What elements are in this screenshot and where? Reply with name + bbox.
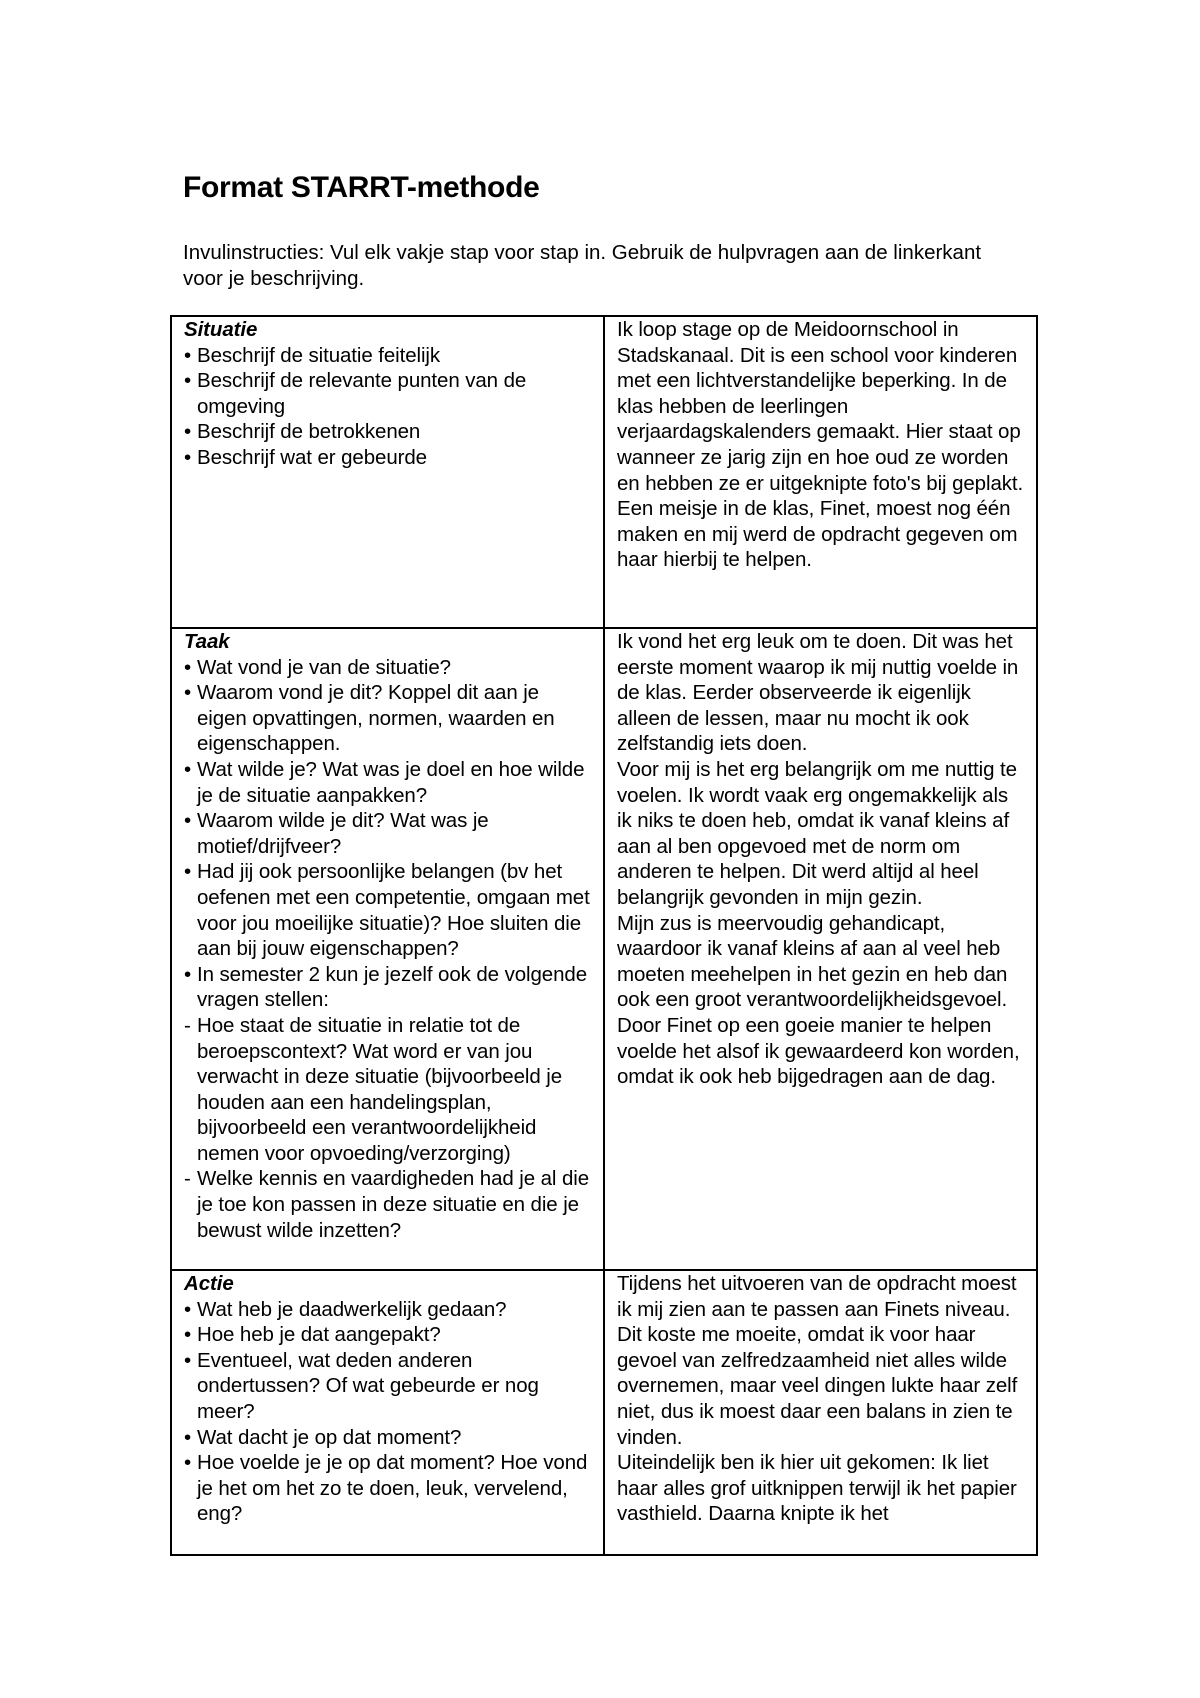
prompt-cell-taak — [171, 628, 604, 1270]
answer-paragraph: Een meisje in de klas, Finet, moest nog één maken en mij werd de opdracht gegeven om haar hierbij te helpen. — [617, 497, 1018, 572]
prompt-item: • Hoe heb je dat aangepakt? — [184, 1322, 593, 1348]
prompt-item: • Beschrijf wat er gebeurde — [184, 445, 593, 471]
prompt-subitem: - Welke kennis en vaardigheden had je al die je toe kon passen in deze situatie en die je bewust wilde inzetten? — [184, 1166, 593, 1243]
prompt-item: • Wat vond je van de situatie? — [184, 655, 593, 681]
prompt-item: • Beschrijf de relevante punten van de omgeving — [184, 368, 593, 419]
prompt-item: • Wat dacht je op dat moment? — [184, 1425, 593, 1451]
answer-cell-actie — [604, 1270, 1037, 1555]
section-heading-situatie: Situatie — [184, 318, 258, 341]
answer-paragraph: Door Finet op een goeie manier te helpen voelde het alsof ik gewaardeerd kon worden, omdat ik ook heb bijgedragen aan de dag. — [617, 1013, 1020, 1089]
instructions-text: Invulinstructies: Vul elk vakje stap voor stap in. Gebruik de hulpvragen aan de linkerkant voor je beschrijving. — [183, 241, 982, 290]
prompt-cell-situatie — [171, 316, 604, 628]
table-row-taak — [171, 628, 1037, 1270]
section-heading-taak: Taak — [184, 630, 230, 653]
prompt-subitem: - Hoe staat de situatie in relatie tot de beroepscontext? Wat word er van jou verwacht in deze situatie (bijvoorbeeld je houden aan een handelingsplan, bijvoorbeeld een verantwoordelijkheid nemen voor opvoeding/verzorging) — [184, 1013, 593, 1167]
prompt-cell-actie — [171, 1270, 604, 1555]
prompt-list-situatie — [184, 343, 593, 471]
prompt-item: • Hoe voelde je je op dat moment? Hoe vond je het om het zo te doen, leuk, vervelend, eng? — [184, 1450, 593, 1527]
section-heading-actie: Actie — [184, 1272, 234, 1295]
prompt-item: • Eventueel, wat deden anderen ondertussen? Of wat gebeurde er nog meer? — [184, 1348, 593, 1425]
table-row-actie — [171, 1270, 1037, 1555]
prompt-item: • Beschrijf de betrokkenen — [184, 419, 593, 445]
answer-paragraph: Mijn zus is meervoudig gehandicapt, waardoor ik vanaf kleins af aan al veel heb moeten meehelpen in het gezin en heb dan ook een groot verantwoordelijkheidsgevoel. — [617, 911, 1008, 1012]
prompt-item: • Waarom wilde je dit? Wat was je motief/drijfveer? — [184, 808, 593, 859]
answer-cell-situatie — [604, 316, 1037, 628]
prompt-list-taak — [184, 655, 593, 1244]
prompt-item: • Wat heb je daadwerkelijk gedaan? — [184, 1297, 593, 1323]
answer-paragraph: Ik loop stage op de Meidoornschool in Stadskanaal. Dit is een school voor kinderen met een lichtverstandelijke beperking. In de klas hebben de leerlingen verjaardagskalenders gemaakt. Hier staat op wanneer ze jarig zijn en hoe oud ze worden en hebben ze er uitgeknipte foto's bij geplakt. — [617, 318, 1024, 495]
prompt-item: • In semester 2 kun je jezelf ook de volgende vragen stellen: — [184, 962, 593, 1013]
answer-paragraph: Tijdens het uitvoeren van de opdracht moest ik mij zien aan te passen aan Finets niveau. Dit koste me moeite, omdat ik voor haar gevoel van zelfredzaamheid niet alles wilde overnemen, maar veel dingen lukte haar zelf niet, dus ik moest daar een balans in zien te vinden. — [617, 1272, 1018, 1449]
prompt-item: • Had jij ook persoonlijke belangen (bv het oefenen met een competentie, omgaan met voor jou moeilijke situatie)? Hoe sluiten die aan bij jouw eigenschappen? — [184, 859, 593, 961]
page-title: Format STARRT-methode — [183, 171, 540, 204]
prompt-item: • Wat wilde je? Wat was je doel en hoe wilde je de situatie aanpakken? — [184, 757, 593, 808]
starrt-table — [170, 315, 1038, 1556]
prompt-item: • Beschrijf de situatie feitelijk — [184, 343, 593, 369]
prompt-list-actie — [184, 1297, 593, 1527]
answer-paragraph: Uiteindelijk ben ik hier uit gekomen: Ik liet haar alles grof uitknippen terwijl ik het papier vasthield. Daarna knipte ik het — [617, 1451, 1017, 1526]
answer-paragraph: Voor mij is het erg belangrijk om me nuttig te voelen. Ik wordt vaak erg ongemakkelijk als ik niks te doen heb, omdat ik vanaf kleins af aan al ben opgevoed met de norm om anderen te helpen. Dit werd altijd al heel belangrijk gevonden in mijn gezin. — [617, 757, 1017, 909]
answer-paragraph: Ik vond het erg leuk om te doen. Dit was het eerste moment waarop ik mij nuttig voelde in de klas. Eerder observeerde ik eigenlijk alleen de lessen, maar nu mocht ik ook zelfstandig iets doen. — [617, 630, 1019, 756]
prompt-item: • Waarom vond je dit? Koppel dit aan je eigen opvattingen, normen, waarden en eigenschappen. — [184, 680, 593, 757]
table-row-situatie — [171, 316, 1037, 628]
answer-cell-taak — [604, 628, 1037, 1270]
